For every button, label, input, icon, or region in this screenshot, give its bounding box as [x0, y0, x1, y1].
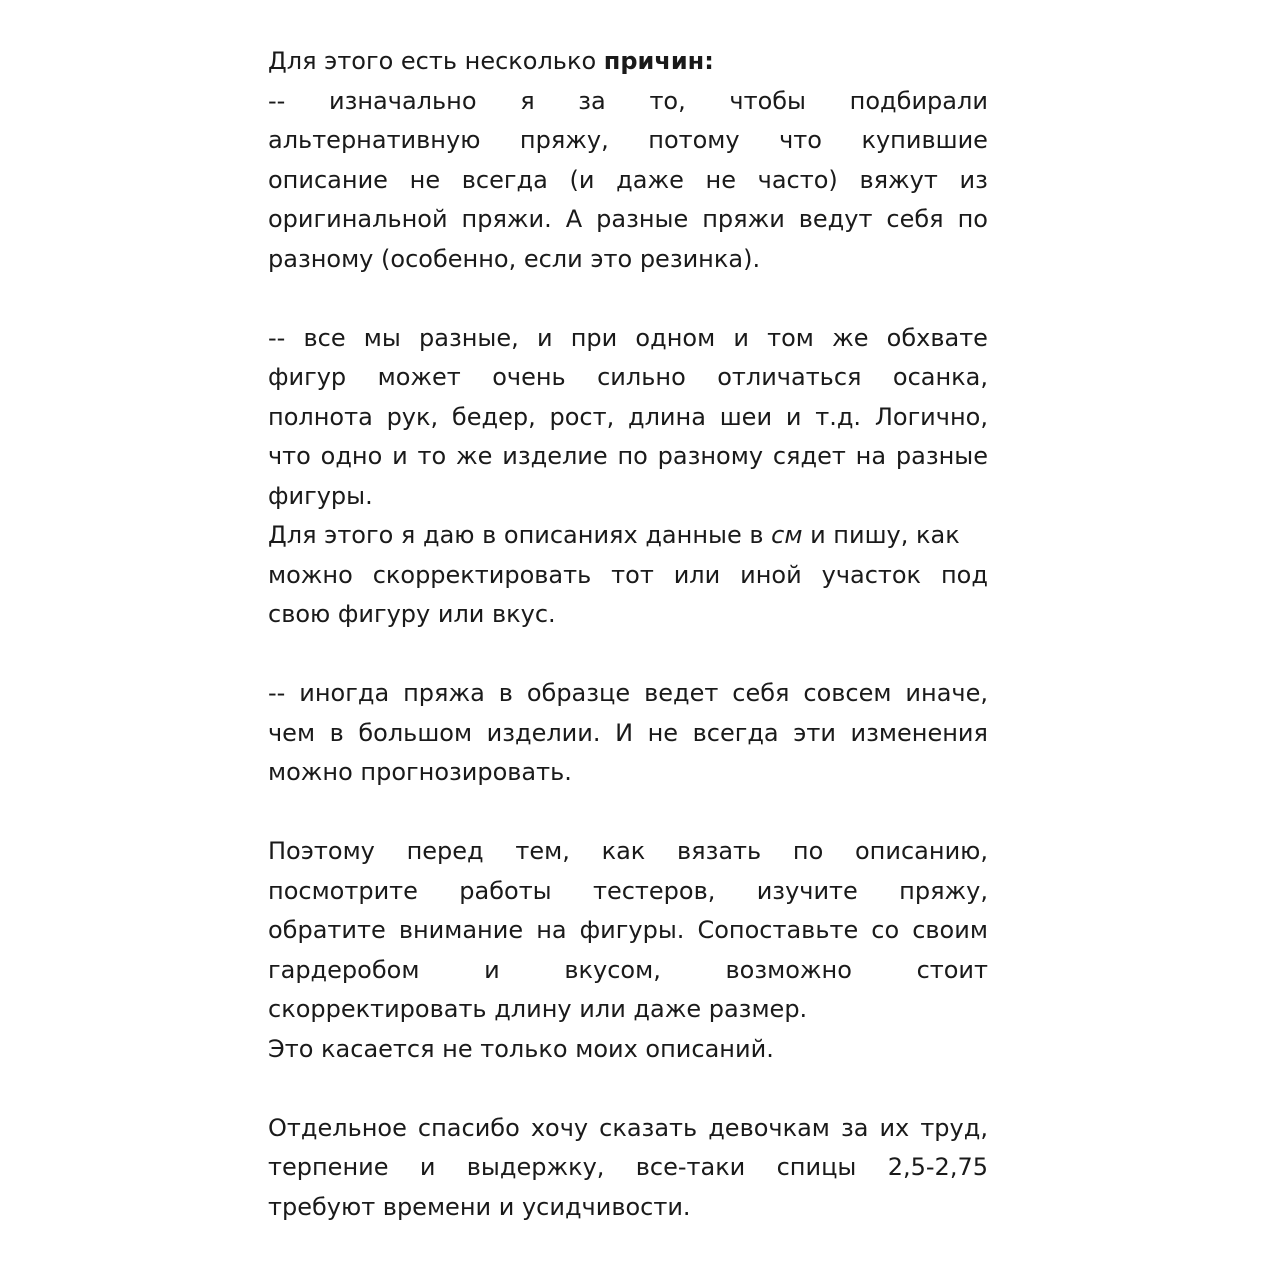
word: то: [417, 442, 447, 470]
p5-line-3: требуют времени и усидчивости.: [268, 1192, 691, 1221]
p2-line-1: [268, 319, 988, 359]
p2-line-6-pre: Для этого я даю в описаниях данные в: [268, 521, 772, 549]
word: изделии.: [486, 718, 601, 747]
paragraph-gap: [268, 1069, 988, 1109]
word: и: [419, 1153, 436, 1181]
word: бедер,: [451, 402, 536, 431]
word: разные: [895, 442, 988, 470]
word: тем,: [515, 837, 570, 865]
text-column: [268, 42, 988, 1227]
word: пряжу,: [519, 126, 609, 154]
p1-line-3: [268, 121, 988, 161]
word: участок: [821, 560, 922, 589]
word: же: [832, 323, 869, 352]
p2-line-6-italic: см: [771, 521, 803, 549]
word: как: [601, 837, 646, 865]
word: ведет: [644, 679, 719, 707]
word: из: [959, 165, 988, 194]
word: том: [767, 323, 814, 352]
word: описание: [268, 165, 388, 194]
word: в: [498, 679, 513, 707]
word: обхвате: [886, 323, 988, 352]
word: потому: [648, 126, 740, 154]
word: образце: [526, 679, 631, 707]
p2-line-3: [268, 398, 988, 438]
paragraph-gap: [268, 635, 988, 675]
word: их: [879, 1113, 910, 1142]
word: вяжут: [859, 165, 938, 194]
paragraph-gap: [268, 793, 988, 833]
word: всегда: [692, 718, 779, 747]
word: изменения: [850, 718, 988, 747]
word: отличаться: [717, 363, 862, 391]
p4-line-2: [268, 872, 988, 912]
p4-line-1: [268, 832, 988, 872]
word: А: [565, 205, 583, 233]
word: фигур: [268, 363, 347, 391]
p1-line-4: [268, 161, 988, 201]
word: своим: [912, 916, 988, 944]
word: на: [536, 916, 567, 944]
word: и: [785, 402, 802, 431]
word: --: [268, 323, 286, 352]
p2-line-6-post: и пишу, как: [802, 521, 960, 549]
word: вязать: [677, 837, 762, 865]
word: разные: [596, 205, 689, 233]
word: большом: [358, 718, 473, 747]
word: совсем: [803, 679, 892, 707]
word: иначе,: [905, 679, 988, 707]
word: иногда: [299, 679, 390, 707]
word: же: [456, 442, 493, 470]
word: можно: [268, 560, 353, 589]
word: очень: [492, 363, 566, 391]
word: сказать: [599, 1113, 698, 1142]
word: т.д.: [815, 402, 862, 431]
word: тот: [611, 560, 654, 589]
word: подбирали: [849, 86, 988, 115]
word: может: [377, 363, 461, 391]
word: шеи: [719, 402, 773, 431]
word: изучите: [756, 876, 858, 905]
word: при: [570, 323, 618, 352]
word: иной: [740, 560, 802, 589]
word: даже: [616, 165, 684, 194]
word: посмотрите: [268, 876, 418, 905]
word: эти: [793, 718, 836, 747]
word: купившие: [861, 126, 988, 154]
word: Сопоставьте: [697, 916, 859, 944]
word: пряжи: [702, 205, 785, 233]
word: фигуры.: [579, 916, 685, 944]
word: или: [673, 560, 721, 589]
word: под: [940, 560, 988, 589]
p1-intro-bold: причин:: [603, 47, 714, 75]
word: внимание: [398, 916, 524, 944]
word: труд,: [920, 1113, 988, 1142]
word: терпение: [268, 1153, 389, 1181]
word: --: [268, 86, 286, 115]
p1-line-1: [268, 42, 988, 82]
p1-line-2: [268, 82, 988, 122]
p4-line-5: скорректировать длину или даже размер.: [268, 995, 808, 1023]
word: одно: [320, 442, 383, 470]
word: вкусом,: [564, 955, 661, 984]
p2-line-6: [268, 516, 988, 556]
word: все-таки: [635, 1153, 746, 1181]
word: разному: [657, 442, 764, 470]
word: со: [871, 916, 900, 944]
word: скорректировать: [372, 560, 592, 589]
word: что: [779, 126, 822, 154]
word: работы: [459, 876, 552, 905]
word: обратите: [268, 916, 386, 944]
word: полнота: [268, 402, 373, 431]
p4-line-6: Это касается не только моих описаний.: [268, 1034, 774, 1063]
p2-line-8: свою фигуру или вкус.: [268, 600, 556, 628]
p3-line-2: [268, 714, 988, 754]
word: пряжи.: [461, 205, 552, 233]
word: себя: [886, 205, 944, 233]
word: по: [617, 442, 648, 470]
word: сядет: [772, 442, 846, 470]
word: и: [536, 323, 553, 352]
word: то,: [649, 86, 686, 115]
word: спасибо: [417, 1113, 520, 1142]
p4-line-3: [268, 911, 988, 951]
p1-line-5: [268, 200, 988, 240]
word: оригинальной: [268, 205, 448, 233]
p2-line-7: [268, 556, 988, 596]
word: чтобы: [729, 86, 806, 115]
word: по: [792, 837, 824, 865]
p2-line-5: фигуры.: [268, 481, 373, 510]
word: ведут: [798, 205, 873, 233]
word: и: [733, 323, 749, 352]
word: рук,: [386, 402, 439, 431]
word: в: [329, 718, 344, 747]
word: часто): [757, 165, 838, 194]
word: стоит: [916, 955, 988, 984]
word: на: [855, 442, 887, 470]
word: изначально: [329, 86, 477, 115]
p5-line-2: [268, 1148, 988, 1188]
word: описанию,: [855, 837, 988, 865]
word: спицы: [776, 1153, 857, 1181]
word: не: [705, 165, 736, 194]
p2-line-2: [268, 358, 988, 398]
word: не: [647, 718, 679, 747]
word: изделие: [502, 442, 608, 470]
word: выдержку,: [466, 1153, 605, 1181]
paragraph-gap: [268, 279, 988, 319]
p3-line-3: можно прогнозировать.: [268, 758, 572, 786]
word: (и: [569, 165, 595, 194]
p4-line-4: [268, 951, 988, 991]
word: за: [578, 86, 606, 115]
word: длина: [628, 402, 706, 431]
word: я: [520, 86, 535, 115]
word: пряжу,: [899, 876, 988, 905]
word: возможно: [725, 955, 852, 984]
p1-line-6: разному (особенно, если это резинка).: [268, 244, 761, 273]
word: гардеробом: [268, 955, 420, 984]
p5-line-1: [268, 1109, 988, 1149]
word: чем: [268, 718, 316, 747]
word: что: [268, 442, 311, 470]
p1-intro-text: Для этого есть несколько: [268, 47, 604, 75]
word: Отдельное: [268, 1113, 407, 1142]
word: пряжа: [403, 679, 485, 707]
word: 2,5-2,75: [887, 1153, 988, 1181]
word: тестеров,: [592, 876, 716, 905]
word: сильно: [597, 363, 686, 391]
word: девочкам: [708, 1113, 830, 1142]
word: рост,: [549, 402, 615, 431]
word: себя: [732, 679, 790, 707]
word: за: [840, 1113, 869, 1142]
word: --: [268, 679, 286, 707]
word: разные,: [419, 323, 519, 352]
word: мы: [363, 323, 401, 352]
word: альтернативную: [268, 126, 481, 154]
word: не: [409, 165, 441, 194]
p2-line-4: [268, 437, 988, 477]
p3-line-1: [268, 674, 988, 714]
word: всегда: [461, 165, 548, 194]
word: осанка,: [892, 363, 988, 391]
word: и: [484, 955, 500, 984]
word: одном: [635, 323, 716, 352]
word: перед: [406, 837, 484, 865]
word: И: [615, 718, 634, 747]
word: все: [303, 323, 346, 352]
word: и: [392, 442, 408, 470]
word: Поэтому: [268, 837, 375, 865]
word: хочу: [530, 1113, 589, 1142]
word: Логично,: [874, 402, 988, 431]
word: по: [957, 205, 988, 233]
